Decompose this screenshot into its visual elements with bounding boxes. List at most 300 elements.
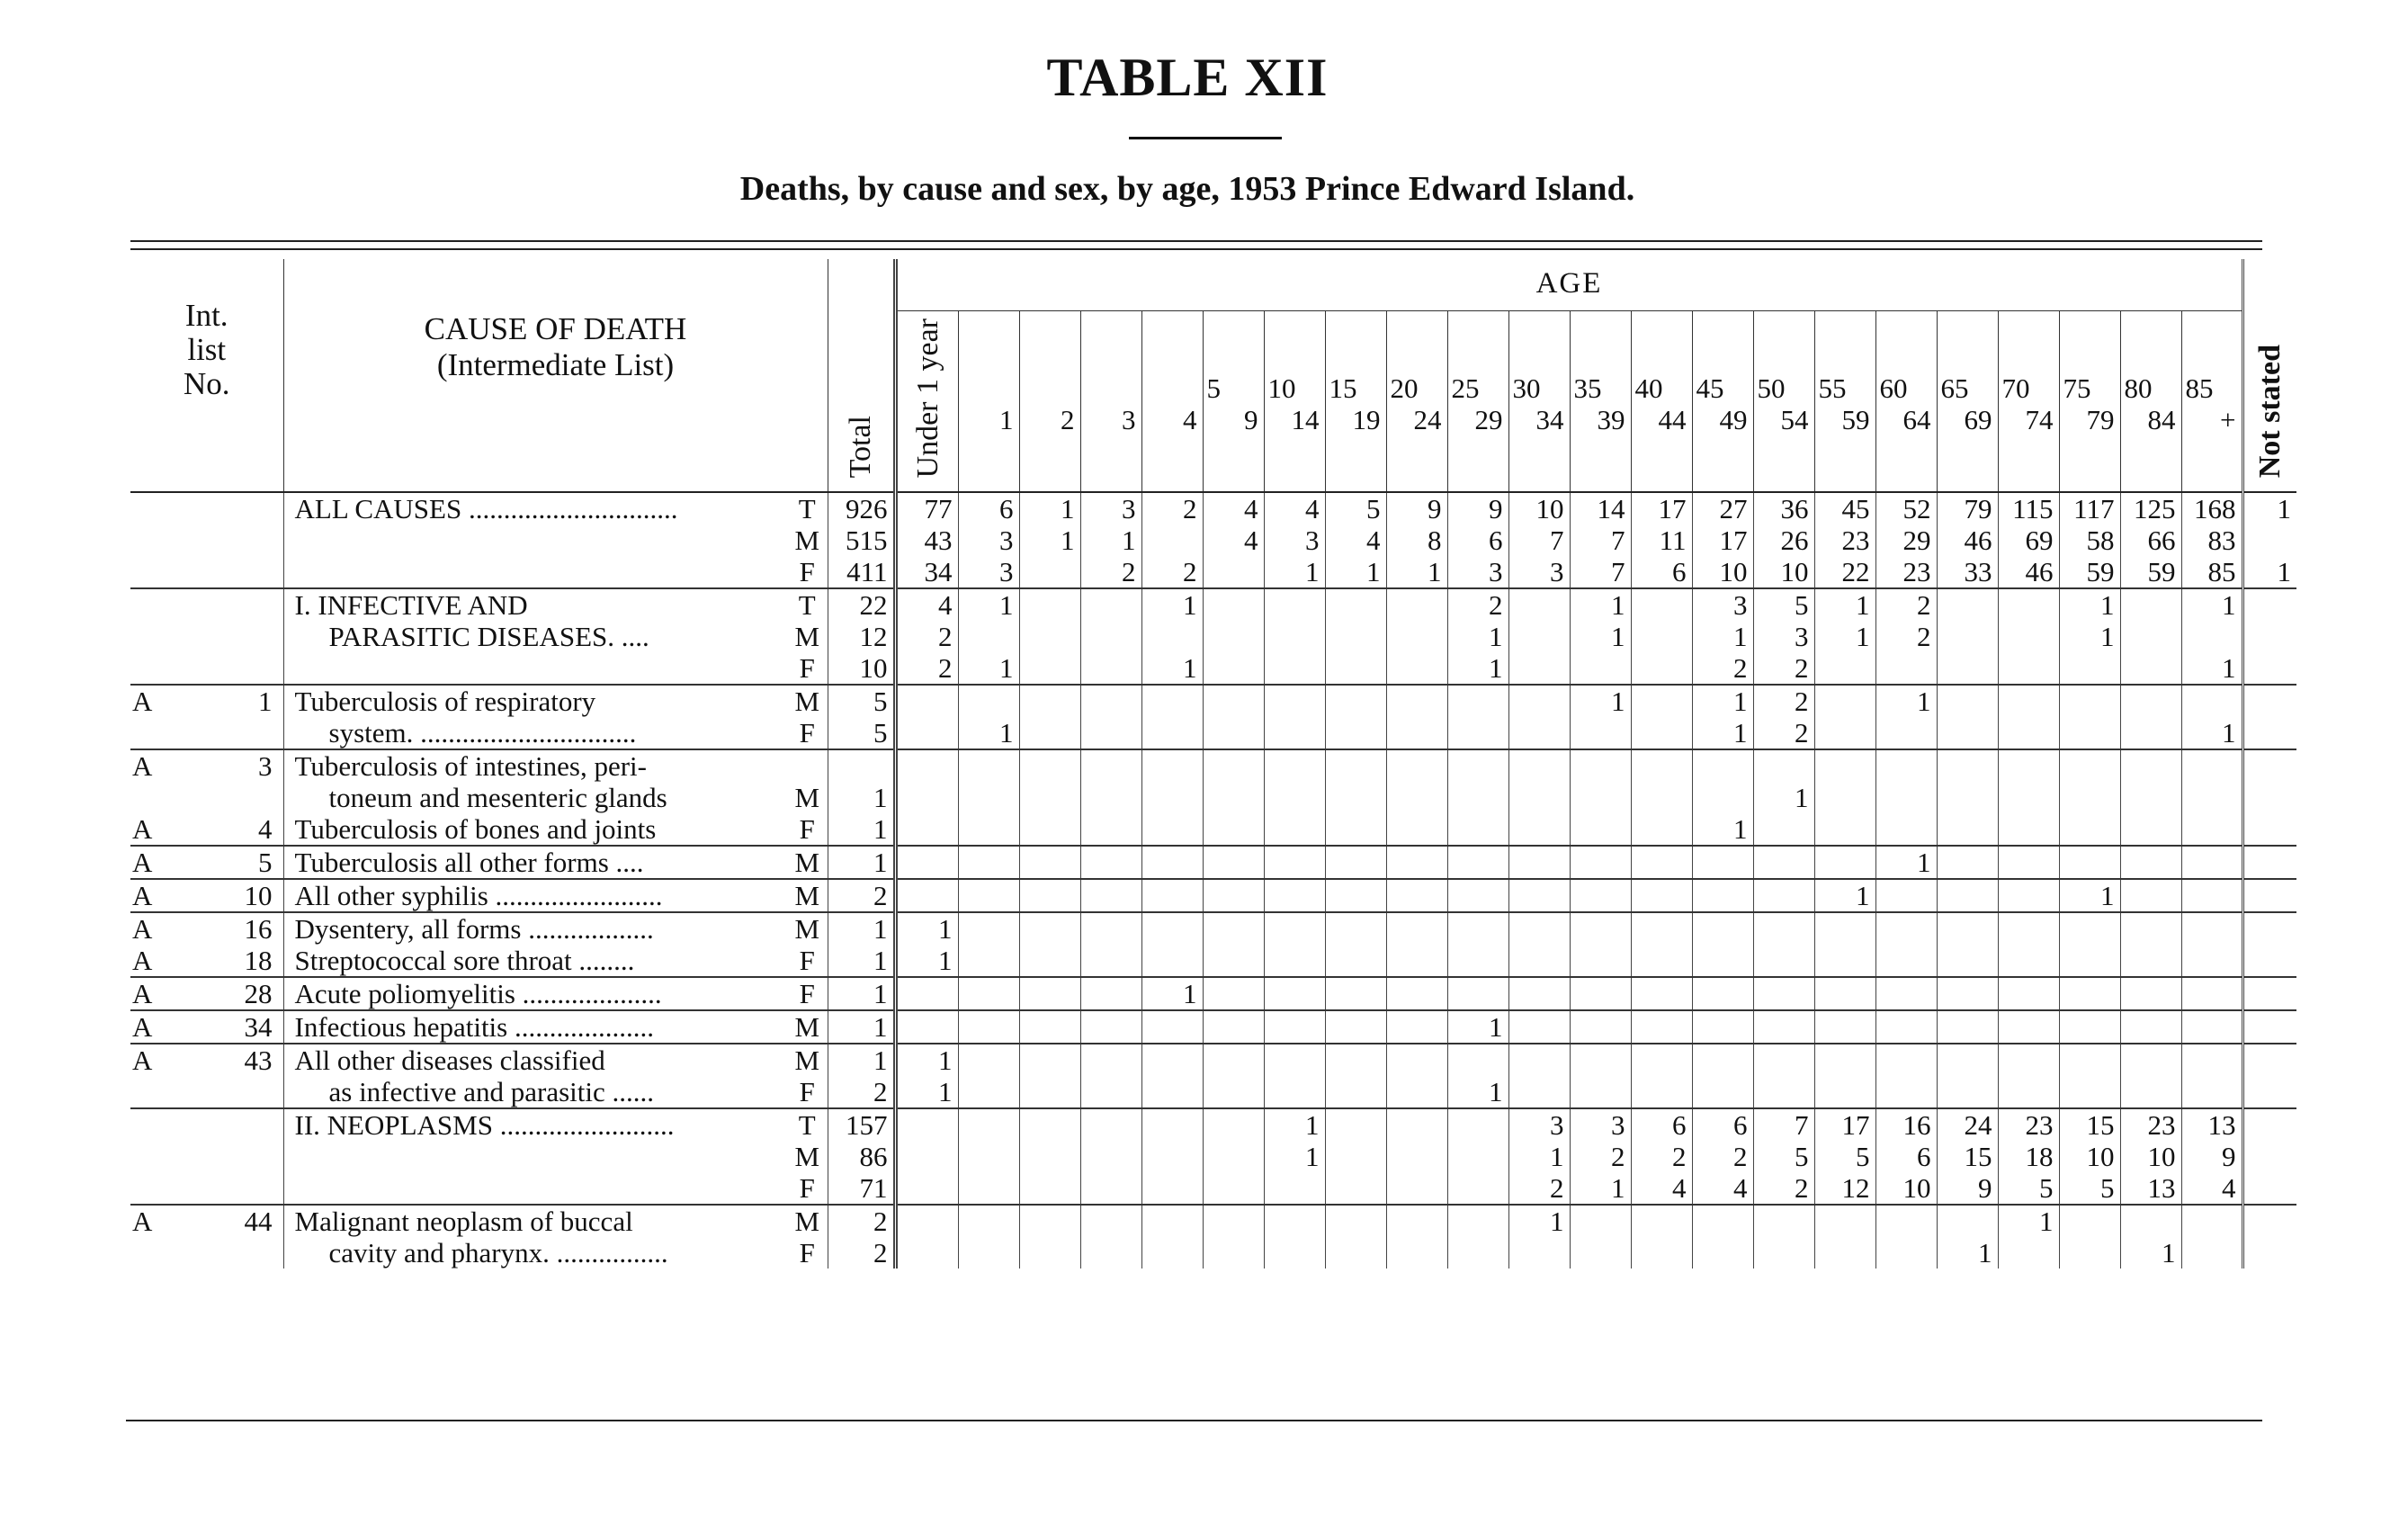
age-value-cell: [1386, 912, 1447, 945]
age-value-cell: 1: [1570, 1172, 1631, 1205]
age-value-cell: [1937, 588, 1998, 621]
age-value-cell: 3: [1508, 556, 1570, 588]
age-value-cell: [1141, 912, 1203, 945]
age-value-cell: 3: [1264, 524, 1325, 556]
age-value-cell: [1875, 945, 1937, 977]
age-column-header: [1570, 311, 1631, 493]
age-value-cell: [895, 1172, 958, 1205]
age-value-cell: [1325, 717, 1386, 749]
table-row: [130, 588, 2296, 621]
age-value-cell: [1447, 717, 1508, 749]
age-value-cell: [2181, 621, 2242, 652]
age-value-cell: [1325, 846, 1386, 879]
age-value-cell: 2: [895, 621, 958, 652]
age-value-cell: [1753, 1205, 1814, 1237]
age-value-cell: [958, 1237, 1019, 1269]
age-value-cell: [1264, 782, 1325, 813]
age-value-cell: [1753, 912, 1814, 945]
age-value-cell: [1937, 912, 1998, 945]
age-value-cell: [1570, 912, 1631, 945]
age-value-cell: [1264, 717, 1325, 749]
age-value-cell: [1141, 1205, 1203, 1237]
age-value-cell: [1019, 1108, 1080, 1141]
age-value-cell: [1937, 1205, 1998, 1237]
age-range-start: 10: [1267, 372, 1296, 405]
not-stated-cell: 1: [2242, 556, 2296, 588]
cause-label: ALL CAUSES ..............................: [294, 493, 678, 525]
age-value-cell: [1080, 977, 1141, 1010]
age-value-cell: 3: [1080, 492, 1141, 524]
age-value-cell: 5: [2059, 1172, 2120, 1205]
age-value-cell: [1631, 717, 1692, 749]
age-value-cell: [1508, 1076, 1570, 1108]
age-value-cell: 3: [1692, 588, 1753, 621]
age-column-header: [1264, 311, 1325, 493]
cause-label: Streptococcal sore throat ........: [294, 945, 635, 977]
age-value-cell: [1080, 749, 1141, 782]
age-value-cell: [1937, 945, 1998, 977]
cause-label: Tuberculosis of bones and joints: [294, 813, 657, 846]
age-value-cell: [895, 782, 958, 813]
age-value-cell: 125: [2120, 492, 2181, 524]
age-value-cell: [1386, 1237, 1447, 1269]
age-value-cell: [2181, 1205, 2242, 1237]
int-list-number: [211, 652, 283, 685]
cause-label: PARASITIC DISEASES. ....: [328, 621, 649, 653]
age-value-cell: [1386, 588, 1447, 621]
age-value-cell: 1: [958, 652, 1019, 685]
table-row: [130, 1076, 2296, 1108]
age-value-cell: 1: [2181, 652, 2242, 685]
age-value-cell: 23: [2120, 1108, 2181, 1141]
age-value-cell: [1080, 912, 1141, 945]
age-value-cell: [958, 813, 1019, 846]
table-row: [130, 1141, 2296, 1172]
age-value-cell: 2: [1141, 492, 1203, 524]
int-list-number: 1: [211, 685, 283, 717]
table-row: [130, 685, 2296, 717]
age-value-cell: [895, 1237, 958, 1269]
age-value-cell: [1203, 813, 1264, 846]
age-value-cell: [1447, 879, 1508, 912]
age-value-cell: [1631, 945, 1692, 977]
age-value-cell: 1: [1019, 524, 1080, 556]
age-value-cell: [1264, 652, 1325, 685]
age-value-cell: [1937, 749, 1998, 782]
age-range-end: 34: [1535, 404, 1564, 436]
age-value-cell: [1080, 1205, 1141, 1237]
int-list-letter: A: [130, 846, 211, 879]
age-range-end: 79: [2086, 404, 2115, 436]
age-value-cell: 1: [2059, 621, 2120, 652]
age-value-cell: 2: [1508, 1172, 1570, 1205]
age-value-cell: [1692, 1010, 1753, 1044]
age-range-end: 9: [1244, 404, 1258, 436]
age-value-cell: [1570, 1044, 1631, 1076]
not-stated-cell: [2242, 1237, 2296, 1269]
age-value-cell: [1998, 749, 2059, 782]
age-value-cell: [1753, 879, 1814, 912]
cause-label: Tuberculosis all other forms ....: [294, 847, 644, 879]
total-header: [828, 259, 895, 492]
not-stated-cell: [2242, 652, 2296, 685]
age-value-cell: 1: [2181, 588, 2242, 621]
age-value-cell: [1203, 717, 1264, 749]
age-value-cell: 7: [1508, 524, 1570, 556]
age-value-cell: [895, 813, 958, 846]
total-cell: 5: [828, 717, 895, 749]
cause-cell: [283, 492, 787, 524]
age-value-cell: [1080, 717, 1141, 749]
age-value-cell: [1570, 782, 1631, 813]
not-stated-cell: [2242, 782, 2296, 813]
age-value-cell: [1141, 1172, 1203, 1205]
age-value-cell: 79: [1937, 492, 1998, 524]
age-value-cell: [1386, 1076, 1447, 1108]
age-value-cell: [958, 1010, 1019, 1044]
age-value-cell: 1: [1447, 652, 1508, 685]
table-row: [130, 879, 2296, 912]
age-value-cell: [1998, 912, 2059, 945]
age-value-cell: 5: [1753, 588, 1814, 621]
cause-header-line1: CAUSE OF DEATH: [424, 311, 687, 347]
age-value-cell: [1203, 685, 1264, 717]
age-value-cell: [1937, 1044, 1998, 1076]
cause-label: Acute poliomyelitis ....................: [294, 978, 662, 1010]
age-value-cell: [1325, 652, 1386, 685]
int-list-letter: [130, 717, 211, 749]
age-range-start: [1020, 372, 1075, 404]
age-value-cell: [1998, 652, 2059, 685]
age-value-cell: [1753, 749, 1814, 782]
age-value-cell: 1: [958, 588, 1019, 621]
age-value-cell: [1692, 782, 1753, 813]
sex-cell: F: [799, 1076, 815, 1108]
age-value-cell: [1998, 588, 2059, 621]
sex-cell: M: [787, 846, 828, 879]
table-row: [130, 1237, 2296, 1269]
age-value-cell: [1325, 1141, 1386, 1172]
age-value-cell: [1570, 1237, 1631, 1269]
cause-label: All other diseases classified: [294, 1044, 605, 1077]
age-value-cell: [1998, 621, 2059, 652]
age-value-cell: [1141, 1044, 1203, 1076]
age-value-cell: 4: [1203, 492, 1264, 524]
total-cell: 926: [828, 492, 895, 524]
cause-cell: [283, 782, 787, 813]
age-value-cell: 8: [1386, 524, 1447, 556]
age-value-cell: [1264, 685, 1325, 717]
age-value-cell: 117: [2059, 492, 2120, 524]
cause-label: Tuberculosis of intestines, peri-: [294, 750, 647, 783]
age-value-cell: [1570, 749, 1631, 782]
total-cell: 86: [828, 1141, 895, 1172]
age-value-cell: [1631, 879, 1692, 912]
table-row: [130, 492, 2296, 524]
total-header-label: Total: [844, 416, 877, 479]
age-value-cell: [1447, 782, 1508, 813]
age-value-cell: [1019, 782, 1080, 813]
age-value-cell: 3: [1447, 556, 1508, 588]
age-value-cell: [1937, 621, 1998, 652]
age-value-cell: 4: [1631, 1172, 1692, 1205]
age-value-cell: [2059, 1010, 2120, 1044]
age-value-cell: [1203, 879, 1264, 912]
age-range-start: 20: [1390, 372, 1419, 405]
age-value-cell: [2120, 652, 2181, 685]
sex-cell: M: [787, 879, 828, 912]
age-value-cell: [2059, 652, 2120, 685]
age-value-cell: 1: [1325, 556, 1386, 588]
age-value-cell: [1692, 1237, 1753, 1269]
age-column-header: [1203, 311, 1264, 493]
age-value-cell: [1631, 1205, 1692, 1237]
age-value-cell: [1937, 1010, 1998, 1044]
age-value-cell: 1: [1141, 652, 1203, 685]
age-value-cell: [2059, 782, 2120, 813]
age-header: AGE: [895, 259, 2242, 311]
age-value-cell: [1937, 652, 1998, 685]
table-row: [130, 717, 2296, 749]
int-list-letter: [130, 588, 211, 621]
not-stated-cell: [2242, 1076, 2296, 1108]
not-stated-cell: [2242, 621, 2296, 652]
cause-cell: [283, 621, 787, 652]
age-value-cell: [1875, 1237, 1937, 1269]
age-value-cell: 13: [2120, 1172, 2181, 1205]
age-value-cell: 6: [1631, 1108, 1692, 1141]
deaths-table: [130, 259, 2296, 1269]
age-value-cell: [1203, 945, 1264, 977]
age-value-cell: [1631, 912, 1692, 945]
age-range-start: 30: [1512, 372, 1541, 405]
age-value-cell: [1814, 652, 1875, 685]
not-stated-cell: [2242, 813, 2296, 846]
age-value-cell: [1814, 782, 1875, 813]
cause-cell: [283, 588, 787, 621]
age-value-cell: [1753, 1237, 1814, 1269]
age-value-cell: 1: [2181, 717, 2242, 749]
not-stated-cell: [2242, 879, 2296, 912]
age-range-end: 24: [1413, 404, 1442, 436]
cause-cell: [283, 556, 787, 588]
int-list-letter: [130, 1237, 211, 1269]
age-value-cell: [1631, 1044, 1692, 1076]
age-value-cell: [1570, 1010, 1631, 1044]
age-value-cell: [2181, 1237, 2242, 1269]
sex-cell: M: [787, 1205, 828, 1237]
not-stated-cell: [2242, 1108, 2296, 1141]
total-cell: 1: [828, 782, 895, 813]
age-value-cell: [1019, 621, 1080, 652]
age-value-cell: [1508, 621, 1570, 652]
sex-cell: F: [799, 1172, 815, 1205]
age-value-cell: 7: [1753, 1108, 1814, 1141]
total-cell: 1: [828, 1044, 895, 1076]
cause-cell: [283, 813, 787, 846]
int-list-number: [211, 1237, 283, 1269]
age-value-cell: 4: [895, 588, 958, 621]
age-value-cell: [1814, 912, 1875, 945]
sex-cell: M: [794, 1141, 820, 1173]
age-value-cell: 46: [1998, 556, 2059, 588]
age-value-cell: 1: [1692, 813, 1753, 846]
age-value-cell: 17: [1631, 492, 1692, 524]
age-value-cell: [1875, 1010, 1937, 1044]
age-value-cell: [1325, 1076, 1386, 1108]
total-cell: 71: [828, 1172, 895, 1205]
age-value-cell: 1: [895, 945, 958, 977]
age-value-cell: [1386, 813, 1447, 846]
age-range-start: 35: [1573, 372, 1602, 405]
age-value-cell: [958, 945, 1019, 977]
int-list-number: [211, 524, 283, 556]
age-value-cell: [1875, 977, 1937, 1010]
cause-label: I. INFECTIVE AND: [294, 589, 528, 622]
age-value-cell: 4: [1692, 1172, 1753, 1205]
age-range-end: 1: [999, 404, 1014, 436]
age-value-cell: 14: [1570, 492, 1631, 524]
int-list-number: 44: [211, 1205, 283, 1237]
age-value-cell: [1203, 556, 1264, 588]
page-title: TABLE XII: [1046, 48, 1329, 107]
age-column-header: [1998, 311, 2059, 493]
age-value-cell: [1508, 1237, 1570, 1269]
age-value-cell: [1508, 782, 1570, 813]
int-list-letter: [130, 492, 211, 524]
age-value-cell: 66: [2120, 524, 2181, 556]
age-value-cell: [895, 749, 958, 782]
age-value-cell: [1203, 1205, 1264, 1237]
cause-label: toneum and mesenteric glands: [328, 782, 667, 814]
age-range-end: 59: [1841, 404, 1870, 436]
age-value-cell: [1814, 717, 1875, 749]
age-value-cell: 2: [1753, 685, 1814, 717]
age-value-cell: 29: [1875, 524, 1937, 556]
int-list-letter: A: [130, 912, 211, 945]
cause-header: [283, 259, 828, 492]
int-list-header-line1: Int.: [184, 298, 228, 334]
age-value-cell: [1080, 1108, 1141, 1141]
age-value-cell: [2120, 685, 2181, 717]
age-value-cell: 2: [1631, 1141, 1692, 1172]
age-value-cell: [2120, 782, 2181, 813]
table-body: [130, 492, 2296, 1269]
age-value-cell: 2: [1753, 1172, 1814, 1205]
age-value-cell: 85: [2181, 556, 2242, 588]
not-stated-cell: [2242, 1172, 2296, 1205]
age-value-cell: [1753, 846, 1814, 879]
age-value-cell: [2120, 1010, 2181, 1044]
age-value-cell: 15: [2059, 1108, 2120, 1141]
total-cell: 1: [828, 846, 895, 879]
age-value-cell: 26: [1753, 524, 1814, 556]
age-value-cell: 45: [1814, 492, 1875, 524]
age-value-cell: [1508, 977, 1570, 1010]
sex-cell: F: [787, 977, 828, 1010]
age-value-cell: [1998, 1044, 2059, 1076]
cause-cell: [283, 1141, 787, 1172]
age-range-start: 5: [1206, 372, 1221, 405]
age-value-cell: [1264, 1205, 1325, 1237]
age-value-cell: [1264, 879, 1325, 912]
not-stated-cell: 1: [2242, 492, 2296, 524]
age-range-end: 49: [1719, 404, 1748, 436]
table-row: [130, 621, 2296, 652]
age-value-cell: [1814, 813, 1875, 846]
age-value-cell: [1203, 1237, 1264, 1269]
title-underline: [1129, 137, 1282, 139]
age-value-cell: [2059, 813, 2120, 846]
age-value-cell: [2120, 846, 2181, 879]
age-value-cell: 1: [1814, 588, 1875, 621]
age-column-header: [1508, 311, 1570, 493]
age-column-header: [1753, 311, 1814, 493]
total-cell: 1: [828, 977, 895, 1010]
age-range-start: [959, 372, 1014, 404]
age-value-cell: [2059, 1076, 2120, 1108]
age-value-cell: [1570, 813, 1631, 846]
age-value-cell: [1325, 1044, 1386, 1076]
age-range-end: +: [2220, 404, 2236, 436]
age-value-cell: 5: [1814, 1141, 1875, 1172]
table-row: [130, 1010, 2296, 1044]
cause-cell: [283, 524, 787, 556]
age-value-cell: [1570, 1076, 1631, 1108]
age-value-cell: [1325, 1172, 1386, 1205]
age-value-cell: [1508, 588, 1570, 621]
age-range-start: 45: [1696, 372, 1724, 405]
table-row: [130, 749, 2296, 782]
cause-cell: [283, 912, 787, 945]
age-value-cell: [1937, 879, 1998, 912]
age-value-cell: [1141, 524, 1203, 556]
age-value-cell: [1264, 621, 1325, 652]
age-value-cell: 7: [1570, 524, 1631, 556]
int-list-letter: [130, 1108, 211, 1141]
age-value-cell: [1631, 685, 1692, 717]
age-column-header: [958, 311, 1019, 493]
age-value-cell: [1814, 1205, 1875, 1237]
age-value-cell: 1: [1141, 977, 1203, 1010]
age-value-cell: [2120, 749, 2181, 782]
age-range-start: 80: [2124, 372, 2153, 405]
top-rule-double: [130, 248, 2262, 250]
age-value-cell: [1386, 652, 1447, 685]
age-value-cell: [1753, 1076, 1814, 1108]
age-value-cell: [1141, 749, 1203, 782]
age-range-end: 3: [1122, 404, 1136, 436]
int-list-letter: [130, 1141, 211, 1172]
cause-label: II. NEOPLASMS .........................: [294, 1109, 675, 1142]
age-column-header: [1937, 311, 1998, 493]
not-stated-header-label: Not stated: [2253, 345, 2287, 479]
age-value-cell: 17: [1692, 524, 1753, 556]
age-range-end: 4: [1183, 404, 1197, 436]
age-value-cell: [1570, 1205, 1631, 1237]
age-value-cell: [1019, 1237, 1080, 1269]
int-list-letter: [130, 1076, 211, 1108]
age-value-cell: [1264, 846, 1325, 879]
age-value-cell: [1631, 749, 1692, 782]
age-value-cell: [1203, 846, 1264, 879]
cause-label: All other syphilis ........................: [294, 880, 663, 912]
age-value-cell: [1386, 717, 1447, 749]
age-value-cell: [1570, 945, 1631, 977]
age-value-cell: [1570, 652, 1631, 685]
sex-cell: M: [794, 621, 820, 653]
age-value-cell: [1692, 1044, 1753, 1076]
